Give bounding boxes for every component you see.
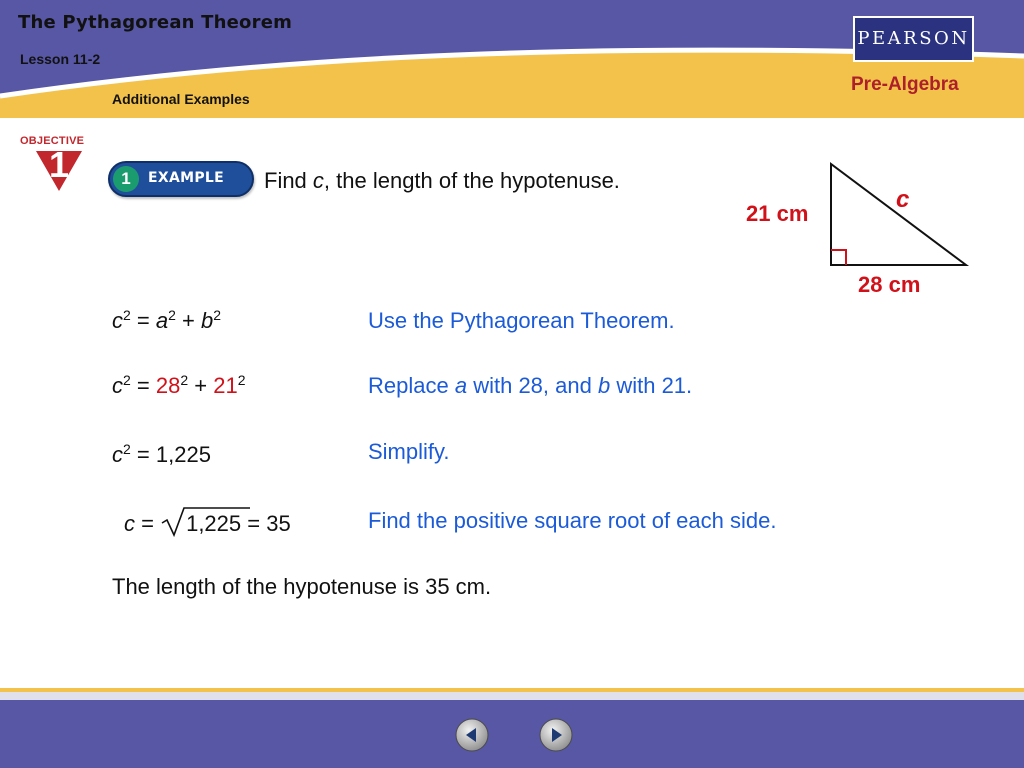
value-21: 21 (213, 373, 238, 398)
step-2-equation (112, 373, 246, 399)
prompt-suffix: , the length of the hypotenuse. (323, 168, 620, 193)
slide-footer (0, 688, 1024, 768)
prompt-prefix: Find (264, 168, 313, 193)
vertical-leg-label: 21 cm (746, 201, 809, 226)
exponent: 2 (180, 372, 189, 388)
step-1-note: Use the Pythagorean Theorem. (368, 308, 675, 333)
footer-stripe (0, 692, 1024, 700)
note-var-a: a (454, 373, 468, 398)
exponent: 2 (123, 307, 131, 323)
plus-sign: + (188, 373, 214, 398)
square-root (160, 510, 241, 537)
step-4-equation (124, 510, 291, 537)
exponent: 2 (123, 441, 131, 457)
exponent: 2 (213, 307, 222, 323)
note-text: with 21. (610, 373, 693, 398)
example-badge (108, 161, 254, 197)
radical-sign-icon (160, 505, 252, 539)
objective-number: 1 (49, 144, 70, 185)
pearson-logo: PEARSON (853, 16, 974, 62)
result-value: = 1,225 (130, 442, 211, 467)
note-text: Replace (368, 373, 455, 398)
note-var-b: b (597, 373, 611, 398)
step-3-note: Simplify. (368, 439, 450, 464)
section-label: Additional Examples (112, 91, 250, 107)
back-arrow-icon (455, 718, 489, 752)
plus-sign: + (175, 308, 201, 333)
equals-sign: = (130, 308, 156, 333)
step-4-note: Find the positive square root of each side. (368, 508, 777, 533)
exponent: 2 (123, 372, 131, 388)
note-text: with 28, and (467, 373, 598, 398)
radicand: 1,225 (186, 511, 242, 536)
footer-bar (0, 700, 1024, 768)
slide-header (0, 0, 1024, 118)
horizontal-leg-label: 28 cm (858, 272, 921, 297)
conclusion-text: The length of the hypotenuse is 35 cm. (112, 574, 492, 599)
next-slide-button[interactable] (539, 718, 573, 752)
objective-badge (20, 135, 90, 195)
var-c: c (124, 511, 135, 536)
course-name: Pre-Algebra (851, 74, 959, 95)
var-c: c (112, 308, 123, 333)
equals-sign: = (130, 373, 156, 398)
step-2-note (368, 373, 692, 399)
example-label: EXAMPLE (148, 170, 224, 186)
previous-slide-button[interactable] (455, 718, 489, 752)
var-c: c (112, 442, 123, 467)
lesson-title: The Pythagorean Theorem (18, 12, 293, 33)
exponent: 2 (168, 307, 176, 323)
prompt-variable: c (312, 168, 324, 193)
var-c: c (112, 373, 123, 398)
value-28: 28 (155, 373, 181, 398)
example-prompt (264, 168, 620, 194)
equals-sign: = (135, 511, 161, 536)
lesson-number: Lesson 11-2 (20, 51, 101, 67)
var-b: b (201, 308, 214, 333)
hypotenuse-label: c (896, 186, 910, 213)
right-triangle-figure (740, 158, 980, 298)
example-number: 1 (113, 166, 139, 192)
step-3-equation (112, 442, 211, 468)
objective-label: OBJECTIVE (20, 135, 85, 147)
var-a: a (155, 308, 169, 333)
root-result: = 35 (241, 511, 291, 536)
forward-arrow-icon (539, 718, 573, 752)
exponent: 2 (237, 372, 246, 388)
step-1-equation (112, 308, 221, 334)
